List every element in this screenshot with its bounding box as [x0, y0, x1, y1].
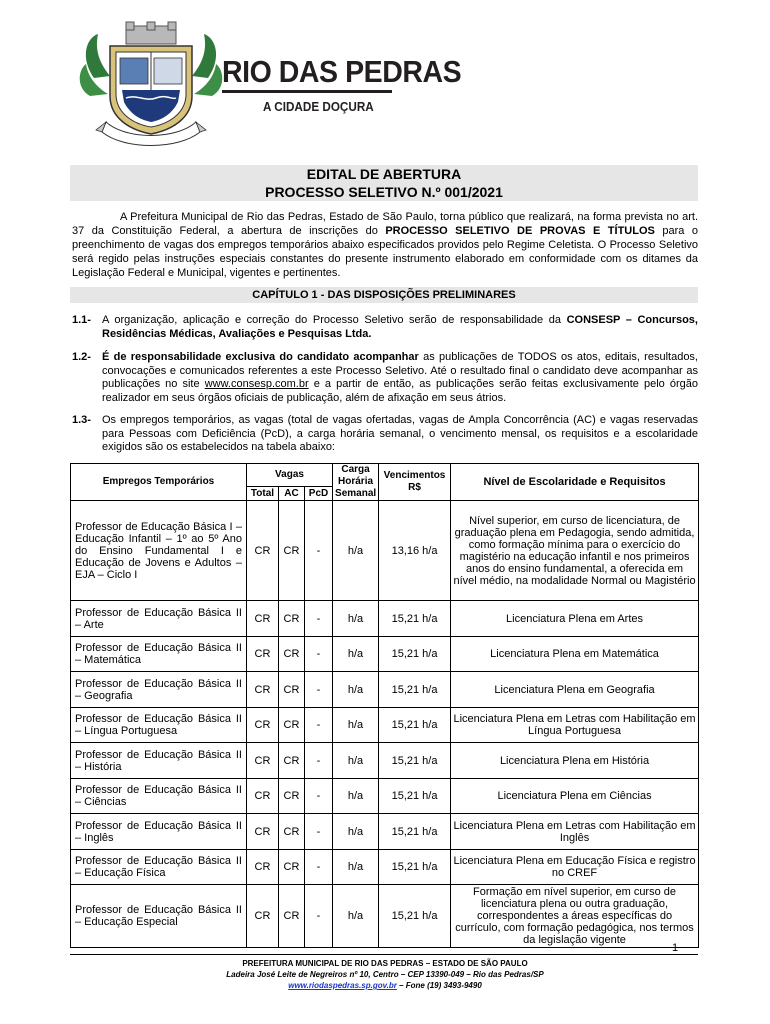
ac-cell: CR: [279, 637, 305, 672]
header-ac: AC: [279, 487, 305, 501]
carga-cell: h/a: [333, 637, 379, 672]
job-cell: Professor de Educação Básica II – Arte: [71, 601, 247, 637]
table-row: [71, 501, 699, 601]
header-pcd: PcD: [305, 487, 333, 501]
job-cell: Professor de Educação Básica I – Educação Infantil – 1º ao 5º Ano do Ensino Fundamental I e Educação de Jovens e Adultos – EJA – Ciclo I: [71, 501, 247, 601]
pcd-cell: -: [305, 743, 333, 779]
total-cell: CR: [247, 672, 279, 708]
header-nivel: Nível de Escolaridade e Requisitos: [451, 464, 699, 501]
clause-text: e a partir de então, as publicações serão feitas exclusivamente pelo órgão realizador em seus órgãos oficiais de publicação, além de afixação em seus átrios.: [102, 378, 698, 404]
carga-cell: h/a: [333, 601, 379, 637]
ac-cell: CR: [279, 885, 305, 948]
ac-cell: CR: [279, 501, 305, 601]
title-line-2: PROCESSO SELETIVO N.º 001/2021: [265, 184, 503, 200]
ac-cell: CR: [279, 601, 305, 637]
requisitos-cell: Licenciatura Plena em Letras com Habilitação em Inglês: [451, 814, 699, 850]
clause-1-1: [72, 314, 698, 341]
carga-cell: h/a: [333, 779, 379, 814]
page-header: [0, 0, 770, 160]
ac-cell: CR: [279, 779, 305, 814]
job-cell: Professor de Educação Básica II – Educação Especial: [71, 885, 247, 948]
pcd-cell: -: [305, 672, 333, 708]
job-cell: Professor de Educação Básica II – Ciências: [71, 779, 247, 814]
vencimento-cell: 15,21 h/a: [379, 779, 451, 814]
clause-text: Os empregos temporários, as vagas (total de vagas ofertadas, vagas de Ampla Concorrência (AC) e vagas reservadas para Pessoas com Deficiência (PcD), a carga horária semanal, o vencimento mensal, os requisitos e a escolaridade exigidos são os estabelecidos na tabela abaixo:: [102, 414, 698, 453]
requisitos-cell: Formação em nível superior, em curso de licenciatura plena ou outra graduação, correspondentes a áreas específicas do currículo, com formação pedagógica, nos termos da legislação vigente: [451, 885, 699, 948]
consesp-link[interactable]: www.consesp.com.br: [204, 378, 309, 390]
ac-cell: CR: [279, 708, 305, 743]
chapter-heading: CAPÍTULO 1 - DAS DISPOSIÇÕES PRELIMINARES: [70, 287, 698, 303]
carga-cell: h/a: [333, 885, 379, 948]
clause-number: 1.3-: [72, 414, 91, 426]
vencimento-cell: 15,21 h/a: [379, 885, 451, 948]
brand-underline: [222, 90, 392, 93]
requisitos-cell: Licenciatura Plena em Matemática: [451, 637, 699, 672]
pcd-cell: -: [305, 814, 333, 850]
total-cell: CR: [247, 850, 279, 885]
intro-bold: PROCESSO SELETIVO DE PROVAS E TÍTULOS: [385, 225, 655, 237]
ac-cell: CR: [279, 814, 305, 850]
pcd-cell: -: [305, 708, 333, 743]
pcd-cell: -: [305, 779, 333, 814]
title-line-1: EDITAL DE ABERTURA: [306, 166, 462, 182]
footer-phone: – Fone (19) 3493-9490: [396, 981, 482, 990]
table-row: [71, 779, 699, 814]
page-footer: [0, 958, 770, 991]
city-crest-logo: [76, 18, 226, 148]
carga-cell: h/a: [333, 708, 379, 743]
requisitos-cell: Licenciatura Plena em Ciências: [451, 779, 699, 814]
requisitos-cell: Nível superior, em curso de licenciatura, de graduação plena em Pedagogia, sendo admitida, como formação mínima para o exercício do magistério na educação infantil e nos primeiros anos do ensino fundamental, a oferecida em nível médio, na modalidade Normal ou Magistério: [451, 501, 699, 601]
total-cell: CR: [247, 743, 279, 779]
footer-address: Ladeira José Leite de Negreiros nº 10, Centro – CEP 13390-049 – Rio das Pedras/SP: [226, 970, 544, 979]
clause-bold: CONSESP – Concursos, Residências Médicas, Avaliações e Pesquisas Ltda.: [102, 314, 698, 340]
vencimento-cell: 15,21 h/a: [379, 637, 451, 672]
vencimento-cell: 13,16 h/a: [379, 501, 451, 601]
footer-website-link[interactable]: www.riodaspedras.sp.gov.br: [288, 981, 397, 990]
footer-org: PREFEITURA MUNICIPAL DE RIO DAS PEDRAS – ESTADO DE SÃO PAULO: [242, 959, 528, 968]
table-row: [71, 743, 699, 779]
total-cell: CR: [247, 885, 279, 948]
job-cell: Professor de Educação Básica II – História: [71, 743, 247, 779]
intro-text-1: A Prefeitura Municipal de Rio das Pedras, Estado de São Paulo, torna público que realizará, na forma prevista no art. 37 da Constituição Federal, a abertura de inscrições do: [72, 211, 698, 237]
vencimento-cell: 15,21 h/a: [379, 601, 451, 637]
clause-number: 1.1-: [72, 314, 91, 326]
carga-cell: h/a: [333, 850, 379, 885]
pcd-cell: -: [305, 501, 333, 601]
header-vencimentos: Vencimentos R$: [379, 464, 451, 501]
table-row: [71, 672, 699, 708]
carga-cell: h/a: [333, 672, 379, 708]
table-row: [71, 814, 699, 850]
table-row: [71, 637, 699, 672]
total-cell: CR: [247, 708, 279, 743]
header-carga: Carga Horária Semanal: [333, 464, 379, 501]
vencimento-cell: 15,21 h/a: [379, 743, 451, 779]
requisitos-cell: Licenciatura Plena em Artes: [451, 601, 699, 637]
job-cell: Professor de Educação Básica II – Inglês: [71, 814, 247, 850]
pcd-cell: -: [305, 601, 333, 637]
total-cell: CR: [247, 814, 279, 850]
table-row: [71, 601, 699, 637]
vencimento-cell: 15,21 h/a: [379, 850, 451, 885]
jobs-table: [70, 463, 699, 948]
clause-bold: É de responsabilidade exclusiva do candidato acompanhar: [102, 351, 419, 363]
job-cell: Professor de Educação Básica II – Educação Física: [71, 850, 247, 885]
intro-paragraph: [72, 210, 698, 280]
clause-1-2: [72, 351, 698, 405]
requisitos-cell: Licenciatura Plena em Educação Física e registro no CREF: [451, 850, 699, 885]
clause-1-3: [72, 414, 698, 455]
requisitos-cell: Licenciatura Plena em História: [451, 743, 699, 779]
vencimento-cell: 15,21 h/a: [379, 814, 451, 850]
table-row: [71, 850, 699, 885]
intro-text-2: para o preenchimento de vagas dos empregos temporários abaixo especificados providos pelo Regime Celetista. O Processo Seletivo será regido pelas instruções especiais constantes do presente instrumento elaborado em conformidade com os ditames da Legislação Federal e Municipal, vigentes e pertinentes.: [72, 225, 698, 279]
table-row: [71, 708, 699, 743]
footer-divider: [70, 954, 698, 955]
total-cell: CR: [247, 779, 279, 814]
carga-cell: h/a: [333, 743, 379, 779]
carga-cell: h/a: [333, 501, 379, 601]
requisitos-cell: Licenciatura Plena em Letras com Habilitação em Língua Portuguesa: [451, 708, 699, 743]
vencimento-cell: 15,21 h/a: [379, 672, 451, 708]
brand-subtitle: A CIDADE DOÇURA: [263, 99, 374, 114]
ac-cell: CR: [279, 672, 305, 708]
job-cell: Professor de Educação Básica II – Língua Portuguesa: [71, 708, 247, 743]
requisitos-cell: Licenciatura Plena em Geografia: [451, 672, 699, 708]
clause-text: A organização, aplicação e correção do Processo Seletivo serão de responsabilidade da: [102, 314, 567, 326]
total-cell: CR: [247, 501, 279, 601]
page-number: 1: [672, 942, 679, 954]
vencimento-cell: 15,21 h/a: [379, 708, 451, 743]
total-cell: CR: [247, 637, 279, 672]
ac-cell: CR: [279, 850, 305, 885]
pcd-cell: -: [305, 850, 333, 885]
header-job: Empregos Temporários: [71, 464, 247, 501]
table-row: [71, 885, 699, 948]
pcd-cell: -: [305, 885, 333, 948]
job-cell: Professor de Educação Básica II – Geografia: [71, 672, 247, 708]
ac-cell: CR: [279, 743, 305, 779]
carga-cell: h/a: [333, 814, 379, 850]
header-vagas: Vagas: [247, 464, 333, 487]
pcd-cell: -: [305, 637, 333, 672]
total-cell: CR: [247, 601, 279, 637]
job-cell: Professor de Educação Básica II – Matemática: [71, 637, 247, 672]
clause-number: 1.2-: [72, 351, 91, 363]
clause-text: as publicações de TODOS os atos, editais, resultados, convocações e comunicados referentes a este Processo Seletivo. Até o resultado final o candidato deve acompanhar as publicações no site: [102, 351, 698, 390]
header-total: Total: [247, 487, 279, 501]
brand-title: RIO DAS PEDRAS: [222, 54, 462, 89]
document-title: [70, 165, 698, 201]
